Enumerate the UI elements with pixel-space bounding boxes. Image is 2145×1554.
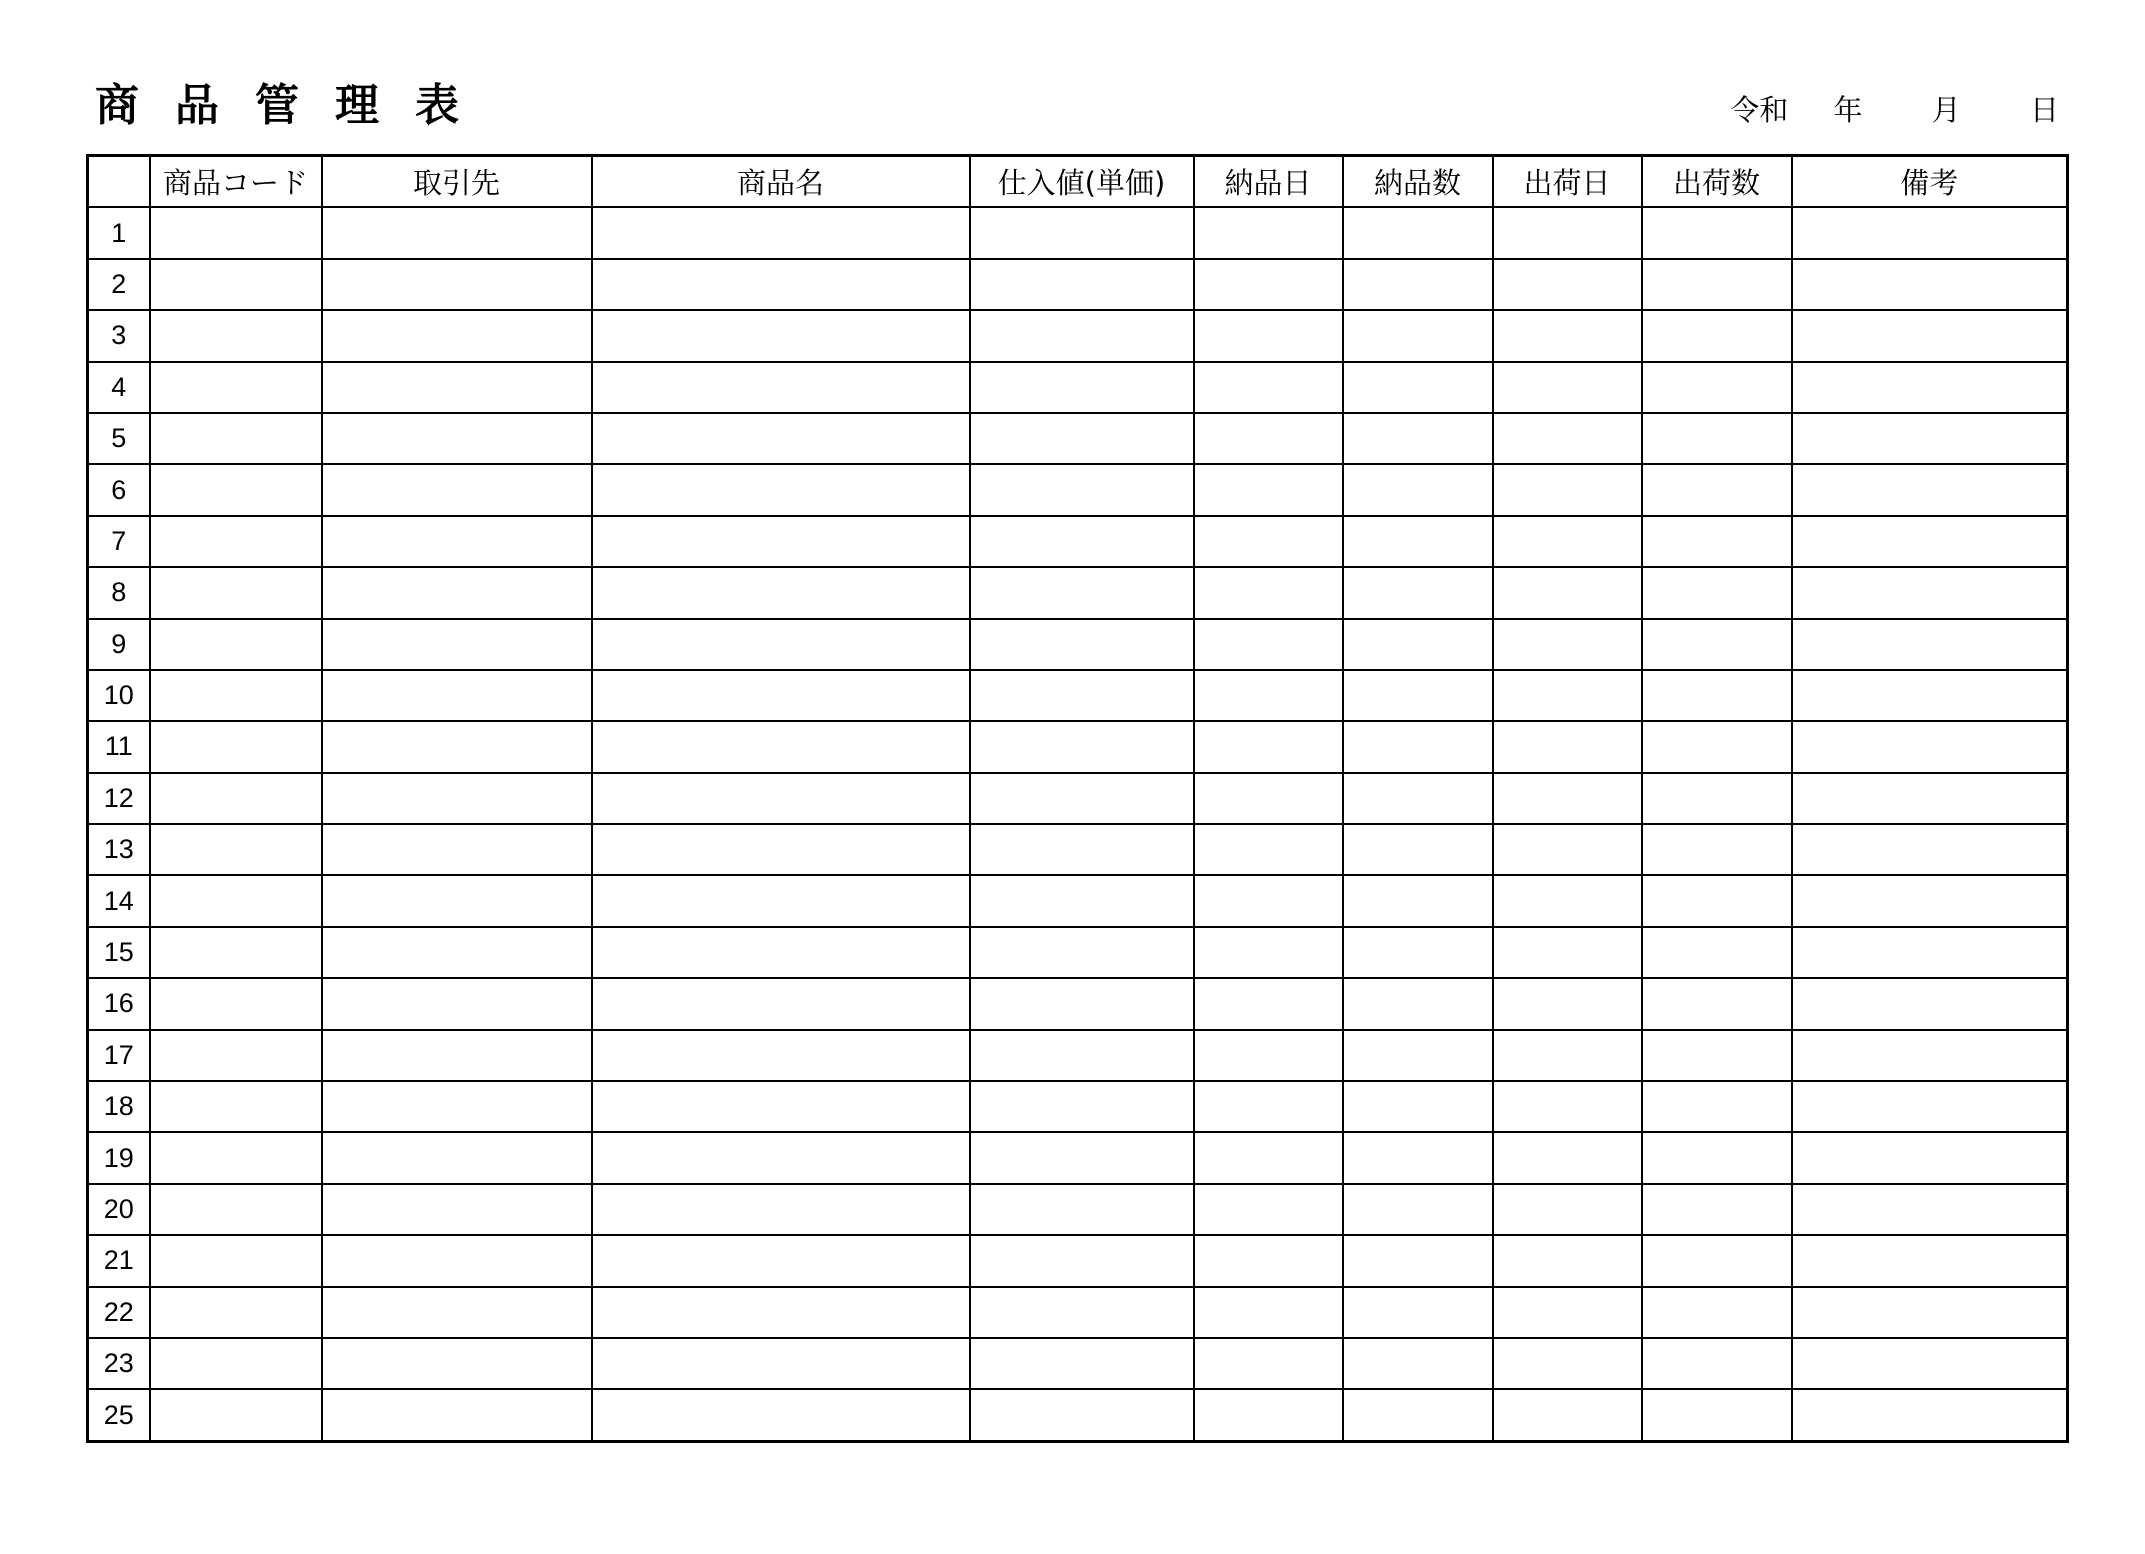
cell-supplier[interactable]	[322, 773, 592, 824]
cell-shipping-date[interactable]	[1493, 464, 1642, 515]
cell-supplier[interactable]	[322, 464, 592, 515]
cell-delivery-date[interactable]	[1194, 362, 1343, 413]
row-number: 8	[88, 567, 150, 618]
cell-delivery-quantity[interactable]	[1343, 875, 1493, 926]
cell-product-code[interactable]	[150, 1184, 322, 1235]
cell-delivery-quantity[interactable]	[1343, 1030, 1493, 1081]
cell-shipping-quantity[interactable]	[1642, 464, 1792, 515]
cell-purchase-price[interactable]	[970, 773, 1194, 824]
cell-remarks[interactable]	[1792, 824, 2068, 875]
cell-purchase-price[interactable]	[970, 1081, 1194, 1132]
cell-shipping-quantity[interactable]	[1642, 1389, 1792, 1441]
table-row	[88, 875, 2068, 926]
cell-shipping-date[interactable]	[1493, 927, 1642, 978]
cell-delivery-date[interactable]	[1194, 310, 1343, 361]
cell-remarks[interactable]	[1792, 207, 2068, 258]
cell-shipping-quantity[interactable]	[1642, 516, 1792, 567]
cell-product-name[interactable]	[592, 1132, 970, 1183]
cell-delivery-date[interactable]	[1194, 670, 1343, 721]
cell-supplier[interactable]	[322, 1287, 592, 1338]
row-number: 12	[88, 773, 150, 824]
page-title: 商品管理表	[95, 80, 495, 131]
cell-shipping-date[interactable]	[1493, 1184, 1642, 1235]
cell-purchase-price[interactable]	[970, 259, 1194, 310]
cell-remarks[interactable]	[1792, 978, 2068, 1029]
year-label: 年	[1833, 93, 1863, 127]
cell-shipping-date[interactable]	[1493, 362, 1642, 413]
cell-product-code[interactable]	[150, 259, 322, 310]
table-row	[88, 464, 2068, 515]
cell-shipping-date[interactable]	[1493, 1287, 1642, 1338]
cell-delivery-quantity[interactable]	[1343, 1338, 1493, 1389]
cell-purchase-price[interactable]	[970, 464, 1194, 515]
table-row	[88, 259, 2068, 310]
cell-product-name[interactable]	[592, 1389, 970, 1441]
cell-supplier[interactable]	[322, 670, 592, 721]
table-row	[88, 207, 2068, 258]
cell-purchase-price[interactable]	[970, 207, 1194, 258]
column-header-product-name: 商品名	[592, 156, 970, 208]
cell-shipping-quantity[interactable]	[1642, 567, 1792, 618]
date-line	[1730, 90, 2059, 130]
cell-delivery-date[interactable]	[1194, 1338, 1343, 1389]
cell-shipping-quantity[interactable]	[1642, 362, 1792, 413]
cell-delivery-quantity[interactable]	[1343, 670, 1493, 721]
cell-delivery-date[interactable]	[1194, 464, 1343, 515]
cell-product-code[interactable]	[150, 824, 322, 875]
cell-product-code[interactable]	[150, 721, 322, 772]
cell-shipping-date[interactable]	[1493, 670, 1642, 721]
era-label: 令和	[1730, 93, 1789, 127]
cell-shipping-date[interactable]	[1493, 207, 1642, 258]
cell-delivery-quantity[interactable]	[1343, 1287, 1493, 1338]
cell-supplier[interactable]	[322, 875, 592, 926]
row-number: 25	[88, 1389, 150, 1441]
row-number: 18	[88, 1081, 150, 1132]
row-number: 21	[88, 1235, 150, 1286]
column-header-product-code: 商品コード	[150, 156, 322, 208]
row-number: 4	[88, 362, 150, 413]
table-row	[88, 516, 2068, 567]
cell-remarks[interactable]	[1792, 413, 2068, 464]
cell-remarks[interactable]	[1792, 464, 2068, 515]
table-row	[88, 1030, 2068, 1081]
cell-product-name[interactable]	[592, 824, 970, 875]
cell-product-code[interactable]	[150, 1030, 322, 1081]
column-header-shipping-quantity: 出荷数	[1642, 156, 1792, 208]
cell-shipping-quantity[interactable]	[1642, 721, 1792, 772]
cell-shipping-date[interactable]	[1493, 721, 1642, 772]
cell-shipping-quantity[interactable]	[1642, 1081, 1792, 1132]
cell-shipping-date[interactable]	[1493, 516, 1642, 567]
cell-delivery-date[interactable]	[1194, 516, 1343, 567]
table-row	[88, 413, 2068, 464]
table-row	[88, 1132, 2068, 1183]
cell-shipping-quantity[interactable]	[1642, 927, 1792, 978]
cell-supplier[interactable]	[322, 978, 592, 1029]
cell-product-name[interactable]	[592, 464, 970, 515]
cell-product-code[interactable]	[150, 310, 322, 361]
cell-product-code[interactable]	[150, 1132, 322, 1183]
cell-remarks[interactable]	[1792, 721, 2068, 772]
cell-product-code[interactable]	[150, 670, 322, 721]
table-row	[88, 773, 2068, 824]
cell-product-name[interactable]	[592, 516, 970, 567]
row-number: 19	[88, 1132, 150, 1183]
cell-remarks[interactable]	[1792, 362, 2068, 413]
cell-product-code[interactable]	[150, 413, 322, 464]
cell-remarks[interactable]	[1792, 259, 2068, 310]
column-header-remarks: 備考	[1792, 156, 2068, 208]
cell-remarks[interactable]	[1792, 773, 2068, 824]
cell-shipping-date[interactable]	[1493, 413, 1642, 464]
cell-shipping-quantity[interactable]	[1642, 259, 1792, 310]
cell-supplier[interactable]	[322, 1338, 592, 1389]
cell-product-name[interactable]	[592, 413, 970, 464]
cell-purchase-price[interactable]	[970, 721, 1194, 772]
cell-shipping-quantity[interactable]	[1642, 1132, 1792, 1183]
cell-purchase-price[interactable]	[970, 670, 1194, 721]
table-row	[88, 1081, 2068, 1132]
cell-remarks[interactable]	[1792, 875, 2068, 926]
table-body	[88, 207, 2068, 1441]
cell-product-code[interactable]	[150, 567, 322, 618]
cell-remarks[interactable]	[1792, 927, 2068, 978]
row-number: 20	[88, 1184, 150, 1235]
cell-delivery-quantity[interactable]	[1343, 721, 1493, 772]
cell-shipping-quantity[interactable]	[1642, 824, 1792, 875]
cell-supplier[interactable]	[322, 619, 592, 670]
table-row	[88, 1235, 2068, 1286]
cell-product-name[interactable]	[592, 1030, 970, 1081]
cell-delivery-date[interactable]	[1194, 721, 1343, 772]
cell-shipping-date[interactable]	[1493, 875, 1642, 926]
cell-product-name[interactable]	[592, 1235, 970, 1286]
cell-remarks[interactable]	[1792, 1132, 2068, 1183]
cell-remarks[interactable]	[1792, 567, 2068, 618]
cell-supplier[interactable]	[322, 516, 592, 567]
cell-product-name[interactable]	[592, 773, 970, 824]
cell-product-code[interactable]	[150, 875, 322, 926]
day-label: 日	[2029, 93, 2059, 127]
cell-remarks[interactable]	[1792, 1389, 2068, 1441]
cell-delivery-date[interactable]	[1194, 824, 1343, 875]
cell-delivery-date[interactable]	[1194, 567, 1343, 618]
cell-shipping-date[interactable]	[1493, 1081, 1642, 1132]
month-label: 月	[1931, 93, 1961, 127]
cell-purchase-price[interactable]	[970, 875, 1194, 926]
cell-product-code[interactable]	[150, 773, 322, 824]
row-number: 7	[88, 516, 150, 567]
column-header-delivery-date: 納品日	[1194, 156, 1343, 208]
column-header-purchase-price: 仕入値(単価)	[970, 156, 1194, 208]
cell-supplier[interactable]	[322, 362, 592, 413]
cell-product-code[interactable]	[150, 362, 322, 413]
table-row	[88, 1389, 2068, 1441]
cell-product-code[interactable]	[150, 619, 322, 670]
cell-delivery-date[interactable]	[1194, 1389, 1343, 1441]
cell-supplier[interactable]	[322, 721, 592, 772]
cell-product-code[interactable]	[150, 464, 322, 515]
cell-purchase-price[interactable]	[970, 1030, 1194, 1081]
cell-purchase-price[interactable]	[970, 927, 1194, 978]
cell-shipping-date[interactable]	[1493, 1030, 1642, 1081]
cell-supplier[interactable]	[322, 1030, 592, 1081]
cell-delivery-quantity[interactable]	[1343, 619, 1493, 670]
table-row	[88, 310, 2068, 361]
cell-delivery-quantity[interactable]	[1343, 824, 1493, 875]
cell-product-name[interactable]	[592, 927, 970, 978]
cell-shipping-date[interactable]	[1493, 1235, 1642, 1286]
cell-delivery-date[interactable]	[1194, 1081, 1343, 1132]
cell-remarks[interactable]	[1792, 310, 2068, 361]
cell-shipping-date[interactable]	[1493, 824, 1642, 875]
row-number: 6	[88, 464, 150, 515]
table-row	[88, 1338, 2068, 1389]
cell-product-name[interactable]	[592, 259, 970, 310]
row-number: 13	[88, 824, 150, 875]
table-row	[88, 670, 2068, 721]
cell-delivery-date[interactable]	[1194, 1184, 1343, 1235]
cell-delivery-date[interactable]	[1194, 413, 1343, 464]
cell-shipping-date[interactable]	[1493, 773, 1642, 824]
cell-delivery-quantity[interactable]	[1343, 927, 1493, 978]
cell-product-code[interactable]	[150, 1081, 322, 1132]
cell-supplier[interactable]	[322, 207, 592, 258]
row-number: 2	[88, 259, 150, 310]
table-row	[88, 1287, 2068, 1338]
cell-shipping-date[interactable]	[1493, 1132, 1642, 1183]
cell-shipping-quantity[interactable]	[1642, 1287, 1792, 1338]
cell-delivery-date[interactable]	[1194, 1235, 1343, 1286]
cell-shipping-quantity[interactable]	[1642, 1338, 1792, 1389]
cell-shipping-quantity[interactable]	[1642, 670, 1792, 721]
table-row	[88, 824, 2068, 875]
cell-purchase-price[interactable]	[970, 619, 1194, 670]
cell-delivery-quantity[interactable]	[1343, 1389, 1493, 1441]
row-number: 3	[88, 310, 150, 361]
cell-delivery-quantity[interactable]	[1343, 516, 1493, 567]
cell-shipping-quantity[interactable]	[1642, 619, 1792, 670]
cell-product-name[interactable]	[592, 721, 970, 772]
row-number: 17	[88, 1030, 150, 1081]
cell-purchase-price[interactable]	[970, 824, 1194, 875]
row-number: 23	[88, 1338, 150, 1389]
row-number: 15	[88, 927, 150, 978]
cell-product-name[interactable]	[592, 362, 970, 413]
row-number: 11	[88, 721, 150, 772]
column-header-supplier: 取引先	[322, 156, 592, 208]
cell-delivery-quantity[interactable]	[1343, 464, 1493, 515]
cell-remarks[interactable]	[1792, 1030, 2068, 1081]
cell-supplier[interactable]	[322, 1132, 592, 1183]
cell-product-name[interactable]	[592, 1287, 970, 1338]
cell-delivery-quantity[interactable]	[1343, 1132, 1493, 1183]
cell-supplier[interactable]	[322, 1081, 592, 1132]
cell-remarks[interactable]	[1792, 1287, 2068, 1338]
cell-product-name[interactable]	[592, 619, 970, 670]
cell-supplier[interactable]	[322, 1184, 592, 1235]
cell-remarks[interactable]	[1792, 670, 2068, 721]
cell-supplier[interactable]	[322, 824, 592, 875]
cell-product-name[interactable]	[592, 310, 970, 361]
row-number: 10	[88, 670, 150, 721]
cell-purchase-price[interactable]	[970, 1287, 1194, 1338]
row-number: 1	[88, 207, 150, 258]
cell-delivery-date[interactable]	[1194, 1287, 1343, 1338]
column-header-shipping-date: 出荷日	[1493, 156, 1642, 208]
cell-delivery-date[interactable]	[1194, 207, 1343, 258]
table-row	[88, 619, 2068, 670]
cell-purchase-price[interactable]	[970, 567, 1194, 618]
cell-purchase-price[interactable]	[970, 978, 1194, 1029]
cell-product-name[interactable]	[592, 1081, 970, 1132]
cell-shipping-quantity[interactable]	[1642, 773, 1792, 824]
table-row	[88, 978, 2068, 1029]
table-row	[88, 362, 2068, 413]
cell-delivery-date[interactable]	[1194, 1132, 1343, 1183]
cell-purchase-price[interactable]	[970, 362, 1194, 413]
cell-supplier[interactable]	[322, 927, 592, 978]
cell-product-name[interactable]	[592, 1338, 970, 1389]
cell-delivery-date[interactable]	[1194, 927, 1343, 978]
cell-shipping-date[interactable]	[1493, 1338, 1642, 1389]
cell-supplier[interactable]	[322, 1389, 592, 1441]
cell-delivery-quantity[interactable]	[1343, 259, 1493, 310]
cell-shipping-date[interactable]	[1493, 978, 1642, 1029]
cell-shipping-quantity[interactable]	[1642, 413, 1792, 464]
cell-delivery-quantity[interactable]	[1343, 310, 1493, 361]
row-number: 14	[88, 875, 150, 926]
cell-purchase-price[interactable]	[970, 1235, 1194, 1286]
cell-delivery-date[interactable]	[1194, 619, 1343, 670]
cell-supplier[interactable]	[322, 567, 592, 618]
table-row	[88, 1184, 2068, 1235]
cell-product-name[interactable]	[592, 670, 970, 721]
cell-purchase-price[interactable]	[970, 516, 1194, 567]
cell-shipping-quantity[interactable]	[1642, 1235, 1792, 1286]
cell-purchase-price[interactable]	[970, 1184, 1194, 1235]
cell-delivery-quantity[interactable]	[1343, 1235, 1493, 1286]
header-row	[88, 156, 2068, 208]
cell-product-name[interactable]	[592, 207, 970, 258]
cell-supplier[interactable]	[322, 259, 592, 310]
cell-purchase-price[interactable]	[970, 1338, 1194, 1389]
cell-shipping-date[interactable]	[1493, 567, 1642, 618]
cell-delivery-quantity[interactable]	[1343, 978, 1493, 1029]
table-row	[88, 567, 2068, 618]
cell-product-code[interactable]	[150, 1235, 322, 1286]
cell-product-code[interactable]	[150, 978, 322, 1029]
cell-shipping-quantity[interactable]	[1642, 1184, 1792, 1235]
row-number: 16	[88, 978, 150, 1029]
cell-delivery-quantity[interactable]	[1343, 1081, 1493, 1132]
cell-remarks[interactable]	[1792, 1235, 2068, 1286]
cell-purchase-price[interactable]	[970, 413, 1194, 464]
cell-product-name[interactable]	[592, 567, 970, 618]
cell-delivery-quantity[interactable]	[1343, 773, 1493, 824]
cell-product-code[interactable]	[150, 1287, 322, 1338]
cell-delivery-quantity[interactable]	[1343, 567, 1493, 618]
cell-delivery-quantity[interactable]	[1343, 362, 1493, 413]
cell-product-code[interactable]	[150, 927, 322, 978]
cell-delivery-date[interactable]	[1194, 978, 1343, 1029]
cell-supplier[interactable]	[322, 310, 592, 361]
cell-shipping-quantity[interactable]	[1642, 978, 1792, 1029]
cell-shipping-date[interactable]	[1493, 1389, 1642, 1441]
table-row	[88, 927, 2068, 978]
cell-remarks[interactable]	[1792, 1184, 2068, 1235]
cell-delivery-date[interactable]	[1194, 773, 1343, 824]
row-number: 5	[88, 413, 150, 464]
cell-purchase-price[interactable]	[970, 1132, 1194, 1183]
cell-shipping-date[interactable]	[1493, 619, 1642, 670]
cell-product-code[interactable]	[150, 516, 322, 567]
cell-shipping-quantity[interactable]	[1642, 1030, 1792, 1081]
cell-remarks[interactable]	[1792, 1338, 2068, 1389]
cell-shipping-date[interactable]	[1493, 310, 1642, 361]
cell-delivery-quantity[interactable]	[1343, 413, 1493, 464]
product-management-table	[86, 154, 2069, 1443]
column-header-delivery-quantity: 納品数	[1343, 156, 1493, 208]
cell-supplier[interactable]	[322, 1235, 592, 1286]
cell-delivery-quantity[interactable]	[1343, 1184, 1493, 1235]
cell-product-name[interactable]	[592, 1184, 970, 1235]
row-number: 22	[88, 1287, 150, 1338]
cell-purchase-price[interactable]	[970, 1389, 1194, 1441]
cell-purchase-price[interactable]	[970, 310, 1194, 361]
cell-remarks[interactable]	[1792, 619, 2068, 670]
cell-delivery-date[interactable]	[1194, 875, 1343, 926]
column-header-row-number	[88, 156, 150, 208]
cell-shipping-date[interactable]	[1493, 259, 1642, 310]
cell-shipping-quantity[interactable]	[1642, 875, 1792, 926]
cell-delivery-date[interactable]	[1194, 259, 1343, 310]
cell-delivery-quantity[interactable]	[1343, 207, 1493, 258]
cell-product-name[interactable]	[592, 978, 970, 1029]
cell-product-code[interactable]	[150, 1389, 322, 1441]
cell-product-code[interactable]	[150, 1338, 322, 1389]
cell-shipping-quantity[interactable]	[1642, 310, 1792, 361]
cell-supplier[interactable]	[322, 413, 592, 464]
cell-remarks[interactable]	[1792, 516, 2068, 567]
table-row	[88, 721, 2068, 772]
cell-shipping-quantity[interactable]	[1642, 207, 1792, 258]
cell-product-name[interactable]	[592, 875, 970, 926]
cell-product-code[interactable]	[150, 207, 322, 258]
cell-remarks[interactable]	[1792, 1081, 2068, 1132]
row-number: 9	[88, 619, 150, 670]
cell-delivery-date[interactable]	[1194, 1030, 1343, 1081]
